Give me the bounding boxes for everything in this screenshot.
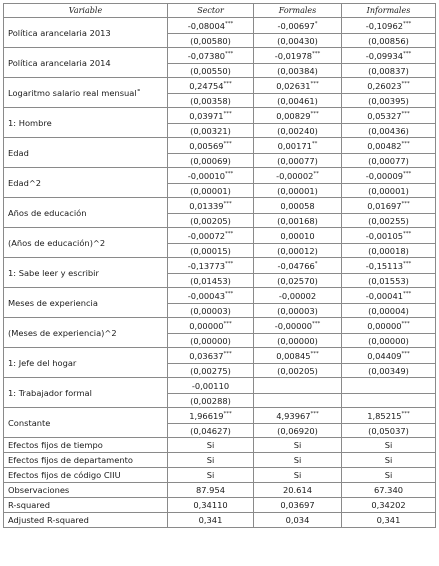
informales-coefficient: [342, 348, 436, 364]
formales-coefficient: [254, 138, 342, 154]
table-row: [4, 348, 436, 364]
coefficient-value: 0,00171: [277, 140, 312, 151]
significance-stars: ***: [310, 410, 319, 417]
formales-standard-error: (0,00001): [254, 184, 342, 198]
significance-stars: ***: [403, 20, 412, 27]
significance-stars: ***: [310, 350, 319, 357]
significance-stars: **: [313, 170, 319, 177]
significance-stars: ***: [225, 260, 234, 267]
coefficient-value: -0,00043: [187, 290, 226, 301]
summary-label: Adjusted R-squared: [4, 513, 168, 528]
informales-coefficient: [342, 258, 436, 274]
informales-coefficient: [342, 408, 436, 424]
formales-summary-value: 20.614: [254, 483, 342, 498]
variable-label: Logaritmo salario real mensual˚: [4, 78, 168, 108]
formales-summary-value: 0,034: [254, 513, 342, 528]
coefficient-value: 0,02631: [276, 80, 311, 91]
formales-coefficient: [254, 228, 342, 244]
sector-coefficient: [168, 348, 254, 364]
informales-coefficient: [342, 198, 436, 214]
sector-standard-error: (0,00069): [168, 154, 254, 168]
coefficient-value: -0,00110: [191, 380, 230, 391]
summary-row: [4, 468, 436, 483]
significance-stars: ***: [310, 110, 319, 117]
sector-standard-error: (0,00000): [168, 334, 254, 348]
informales-standard-error: (0,00395): [342, 94, 436, 108]
significance-stars: ***: [225, 20, 234, 27]
header-informales: Informales: [342, 4, 436, 18]
sector-coefficient: [168, 78, 254, 94]
significance-stars: ***: [401, 110, 410, 117]
coefficient-value: 0,00482: [367, 140, 402, 151]
formales-summary-value: Si: [254, 453, 342, 468]
informales-coefficient: [342, 138, 436, 154]
sector-coefficient: [168, 378, 254, 394]
informales-summary-value: Si: [342, 453, 436, 468]
variable-label: Política arancelaria 2013: [4, 18, 168, 48]
coefficient-value: 0,00010: [280, 230, 315, 241]
significance-stars: ***: [223, 140, 232, 147]
significance-stars: ***: [223, 110, 232, 117]
sector-summary-value: Si: [168, 453, 254, 468]
sector-standard-error: (0,00550): [168, 64, 254, 78]
formales-coefficient: [254, 78, 342, 94]
header-formales: Formales: [254, 4, 342, 18]
formales-summary-value: 0,03697: [254, 498, 342, 513]
sector-summary-value: Si: [168, 468, 254, 483]
coefficient-value: -0,15113: [365, 260, 404, 271]
summary-row: [4, 453, 436, 468]
formales-standard-error: (0,00430): [254, 34, 342, 48]
coefficient-value: -0,00002: [278, 290, 317, 301]
formales-standard-error: (0,00461): [254, 94, 342, 108]
sector-coefficient: [168, 318, 254, 334]
significance-stars: ***: [225, 50, 234, 57]
coefficient-value: -0,00697: [277, 20, 315, 31]
informales-summary-value: Si: [342, 468, 436, 483]
coefficient-value: -0,00105: [365, 230, 404, 241]
table-row: [4, 78, 436, 94]
coefficient-value: 0,03637: [189, 350, 224, 361]
summary-label: R-squared: [4, 498, 168, 513]
table-row: [4, 48, 436, 64]
informales-standard-error: (0,00077): [342, 154, 436, 168]
coefficient-value: -0,01978: [274, 50, 313, 61]
table-body: [4, 18, 436, 528]
coefficient-value: 0,00000: [367, 320, 402, 331]
sector-coefficient: [168, 198, 254, 214]
variable-label: 1: Hombre: [4, 108, 168, 138]
variable-label: Años de educación: [4, 198, 168, 228]
sector-standard-error: (0,00321): [168, 124, 254, 138]
informales-coefficient: [342, 78, 436, 94]
significance-stars: ***: [403, 290, 412, 297]
formales-coefficient: [254, 108, 342, 124]
significance-stars: ***: [223, 410, 232, 417]
informales-standard-error: (0,00000): [342, 334, 436, 348]
informales-coefficient: [342, 228, 436, 244]
sector-summary-value: 0,341: [168, 513, 254, 528]
significance-stars: ***: [403, 230, 412, 237]
coefficient-value: -0,07380: [187, 50, 226, 61]
informales-coefficient: [342, 18, 436, 34]
summary-row: [4, 483, 436, 498]
variable-label: 1: Jefe del hogar: [4, 348, 168, 378]
sector-coefficient: [168, 18, 254, 34]
significance-stars: *: [314, 260, 318, 267]
informales-standard-error: (0,00004): [342, 304, 436, 318]
sector-summary-value: 87.954: [168, 483, 254, 498]
summary-row: [4, 513, 436, 528]
significance-stars: ***: [223, 320, 232, 327]
informales-coefficient: [342, 378, 436, 394]
formales-coefficient: [254, 318, 342, 334]
informales-standard-error: (0,01553): [342, 274, 436, 288]
sector-coefficient: [168, 168, 254, 184]
regression-table: [3, 3, 436, 528]
formales-coefficient: [254, 288, 342, 304]
coefficient-value: -0,04766: [277, 260, 315, 271]
significance-stars: ***: [225, 230, 234, 237]
coefficient-value: 0,26023: [367, 80, 402, 91]
variable-label: Meses de experiencia: [4, 288, 168, 318]
coefficient-value: -0,10962: [365, 20, 404, 31]
table-row: [4, 18, 436, 34]
coefficient-value: 0,04409: [367, 350, 402, 361]
informales-coefficient: [342, 168, 436, 184]
table-row: [4, 288, 436, 304]
table-row: [4, 228, 436, 244]
formales-standard-error: (0,00205): [254, 364, 342, 378]
coefficient-value: -0,00010: [187, 170, 226, 181]
informales-standard-error: (0,00001): [342, 184, 436, 198]
significance-stars: ***: [225, 290, 234, 297]
coefficient-value: -0,08004: [187, 20, 226, 31]
significance-stars: ***: [312, 320, 321, 327]
coefficient-value: 1,96619: [189, 410, 224, 421]
coefficient-value: -0,09934: [365, 50, 404, 61]
formales-standard-error: (0,00012): [254, 244, 342, 258]
sector-standard-error: (0,04627): [168, 424, 254, 438]
formales-standard-error: (0,00003): [254, 304, 342, 318]
table-row: [4, 318, 436, 334]
significance-stars: ***: [401, 320, 410, 327]
formales-summary-value: Si: [254, 438, 342, 453]
significance-stars: ***: [310, 80, 319, 87]
coefficient-value: -0,00000: [274, 320, 313, 331]
sector-standard-error: (0,00580): [168, 34, 254, 48]
coefficient-value: 0,03971: [189, 110, 224, 121]
formales-coefficient: [254, 408, 342, 424]
formales-standard-error: (0,00240): [254, 124, 342, 138]
informales-coefficient: [342, 108, 436, 124]
formales-coefficient: [254, 348, 342, 364]
sector-standard-error: (0,00205): [168, 214, 254, 228]
summary-label: Efectos fijos de código CIIU: [4, 468, 168, 483]
formales-standard-error: (0,02570): [254, 274, 342, 288]
informales-standard-error: (0,00255): [342, 214, 436, 228]
significance-stars: **: [311, 140, 318, 147]
formales-coefficient: [254, 198, 342, 214]
header-variable: Variable: [4, 4, 168, 18]
significance-stars: ***: [401, 140, 410, 147]
header-row: [4, 4, 436, 18]
informales-standard-error: [342, 394, 436, 408]
significance-stars: ***: [403, 170, 412, 177]
significance-stars: ***: [223, 80, 232, 87]
summary-row: [4, 498, 436, 513]
informales-standard-error: (0,00349): [342, 364, 436, 378]
informales-standard-error: (0,00856): [342, 34, 436, 48]
sector-standard-error: (0,00001): [168, 184, 254, 198]
informales-coefficient: [342, 318, 436, 334]
coefficient-value: 0,24754: [189, 80, 224, 91]
informales-coefficient: [342, 288, 436, 304]
sector-standard-error: (0,00288): [168, 394, 254, 408]
coefficient-value: 0,01697: [367, 200, 402, 211]
variable-label: 1: Sabe leer y escribir: [4, 258, 168, 288]
variable-label: Edad^2: [4, 168, 168, 198]
formales-standard-error: [254, 394, 342, 408]
informales-summary-value: 0,34202: [342, 498, 436, 513]
significance-stars: ***: [223, 200, 232, 207]
sector-coefficient: [168, 108, 254, 124]
significance-stars: ***: [401, 350, 410, 357]
sector-coefficient: [168, 408, 254, 424]
coefficient-value: 0,05327: [367, 110, 402, 121]
significance-stars: ***: [403, 260, 412, 267]
table-row: [4, 168, 436, 184]
significance-stars: ***: [401, 200, 410, 207]
significance-stars: ***: [223, 350, 232, 357]
sector-summary-value: Si: [168, 438, 254, 453]
coefficient-value: 0,00829: [276, 110, 311, 121]
informales-standard-error: (0,05037): [342, 424, 436, 438]
significance-stars: ***: [401, 80, 410, 87]
informales-summary-value: Si: [342, 438, 436, 453]
table-row: [4, 198, 436, 214]
table-row: [4, 138, 436, 154]
coefficient-value: 0,00000: [189, 320, 224, 331]
sector-standard-error: (0,00275): [168, 364, 254, 378]
coefficient-value: -0,13773: [187, 260, 226, 271]
formales-standard-error: (0,00384): [254, 64, 342, 78]
sector-standard-error: (0,01453): [168, 274, 254, 288]
variable-label: (Años de educación)^2: [4, 228, 168, 258]
formales-coefficient: [254, 378, 342, 394]
coefficient-value: -0,00041: [365, 290, 404, 301]
formales-standard-error: (0,06920): [254, 424, 342, 438]
informales-summary-value: 67.340: [342, 483, 436, 498]
formales-standard-error: (0,00000): [254, 334, 342, 348]
header-sector: Sector: [168, 4, 254, 18]
sector-coefficient: [168, 48, 254, 64]
variable-label: Edad: [4, 138, 168, 168]
significance-stars: ***: [403, 50, 412, 57]
table-row: [4, 408, 436, 424]
coefficient-value: -0,00009: [365, 170, 404, 181]
variable-label: Política arancelaria 2014: [4, 48, 168, 78]
significance-stars: ***: [312, 50, 321, 57]
informales-standard-error: (0,00837): [342, 64, 436, 78]
table-row: [4, 108, 436, 124]
formales-summary-value: Si: [254, 468, 342, 483]
summary-row: [4, 438, 436, 453]
sector-standard-error: (0,00015): [168, 244, 254, 258]
formales-standard-error: (0,00168): [254, 214, 342, 228]
coefficient-value: -0,00002: [276, 170, 314, 181]
coefficient-value: 1,85215: [367, 410, 402, 421]
formales-coefficient: [254, 18, 342, 34]
coefficient-value: 4,93967: [276, 410, 311, 421]
variable-label: 1: Trabajador formal: [4, 378, 168, 408]
sector-standard-error: (0,00003): [168, 304, 254, 318]
coefficient-value: 0,00569: [189, 140, 224, 151]
summary-label: Efectos fijos de tiempo: [4, 438, 168, 453]
coefficient-value: -0,00072: [187, 230, 226, 241]
informales-standard-error: (0,00018): [342, 244, 436, 258]
variable-label: Constante: [4, 408, 168, 438]
table-row: [4, 378, 436, 394]
summary-label: Efectos fijos de departamento: [4, 453, 168, 468]
sector-coefficient: [168, 258, 254, 274]
summary-label: Observaciones: [4, 483, 168, 498]
coefficient-value: 0,00058: [280, 200, 315, 211]
informales-standard-error: (0,00436): [342, 124, 436, 138]
coefficient-value: 0,00845: [276, 350, 311, 361]
formales-coefficient: [254, 258, 342, 274]
formales-standard-error: (0,00077): [254, 154, 342, 168]
coefficient-value: 0,01339: [189, 200, 224, 211]
formales-coefficient: [254, 48, 342, 64]
sector-standard-error: (0,00358): [168, 94, 254, 108]
informales-summary-value: 0,341: [342, 513, 436, 528]
sector-summary-value: 0,34110: [168, 498, 254, 513]
sector-coefficient: [168, 228, 254, 244]
table-row: [4, 258, 436, 274]
variable-label: (Meses de experiencia)^2: [4, 318, 168, 348]
significance-stars: *: [314, 20, 318, 27]
informales-coefficient: [342, 48, 436, 64]
significance-stars: ***: [225, 170, 234, 177]
sector-coefficient: [168, 288, 254, 304]
sector-coefficient: [168, 138, 254, 154]
formales-coefficient: [254, 168, 342, 184]
significance-stars: ***: [401, 410, 410, 417]
